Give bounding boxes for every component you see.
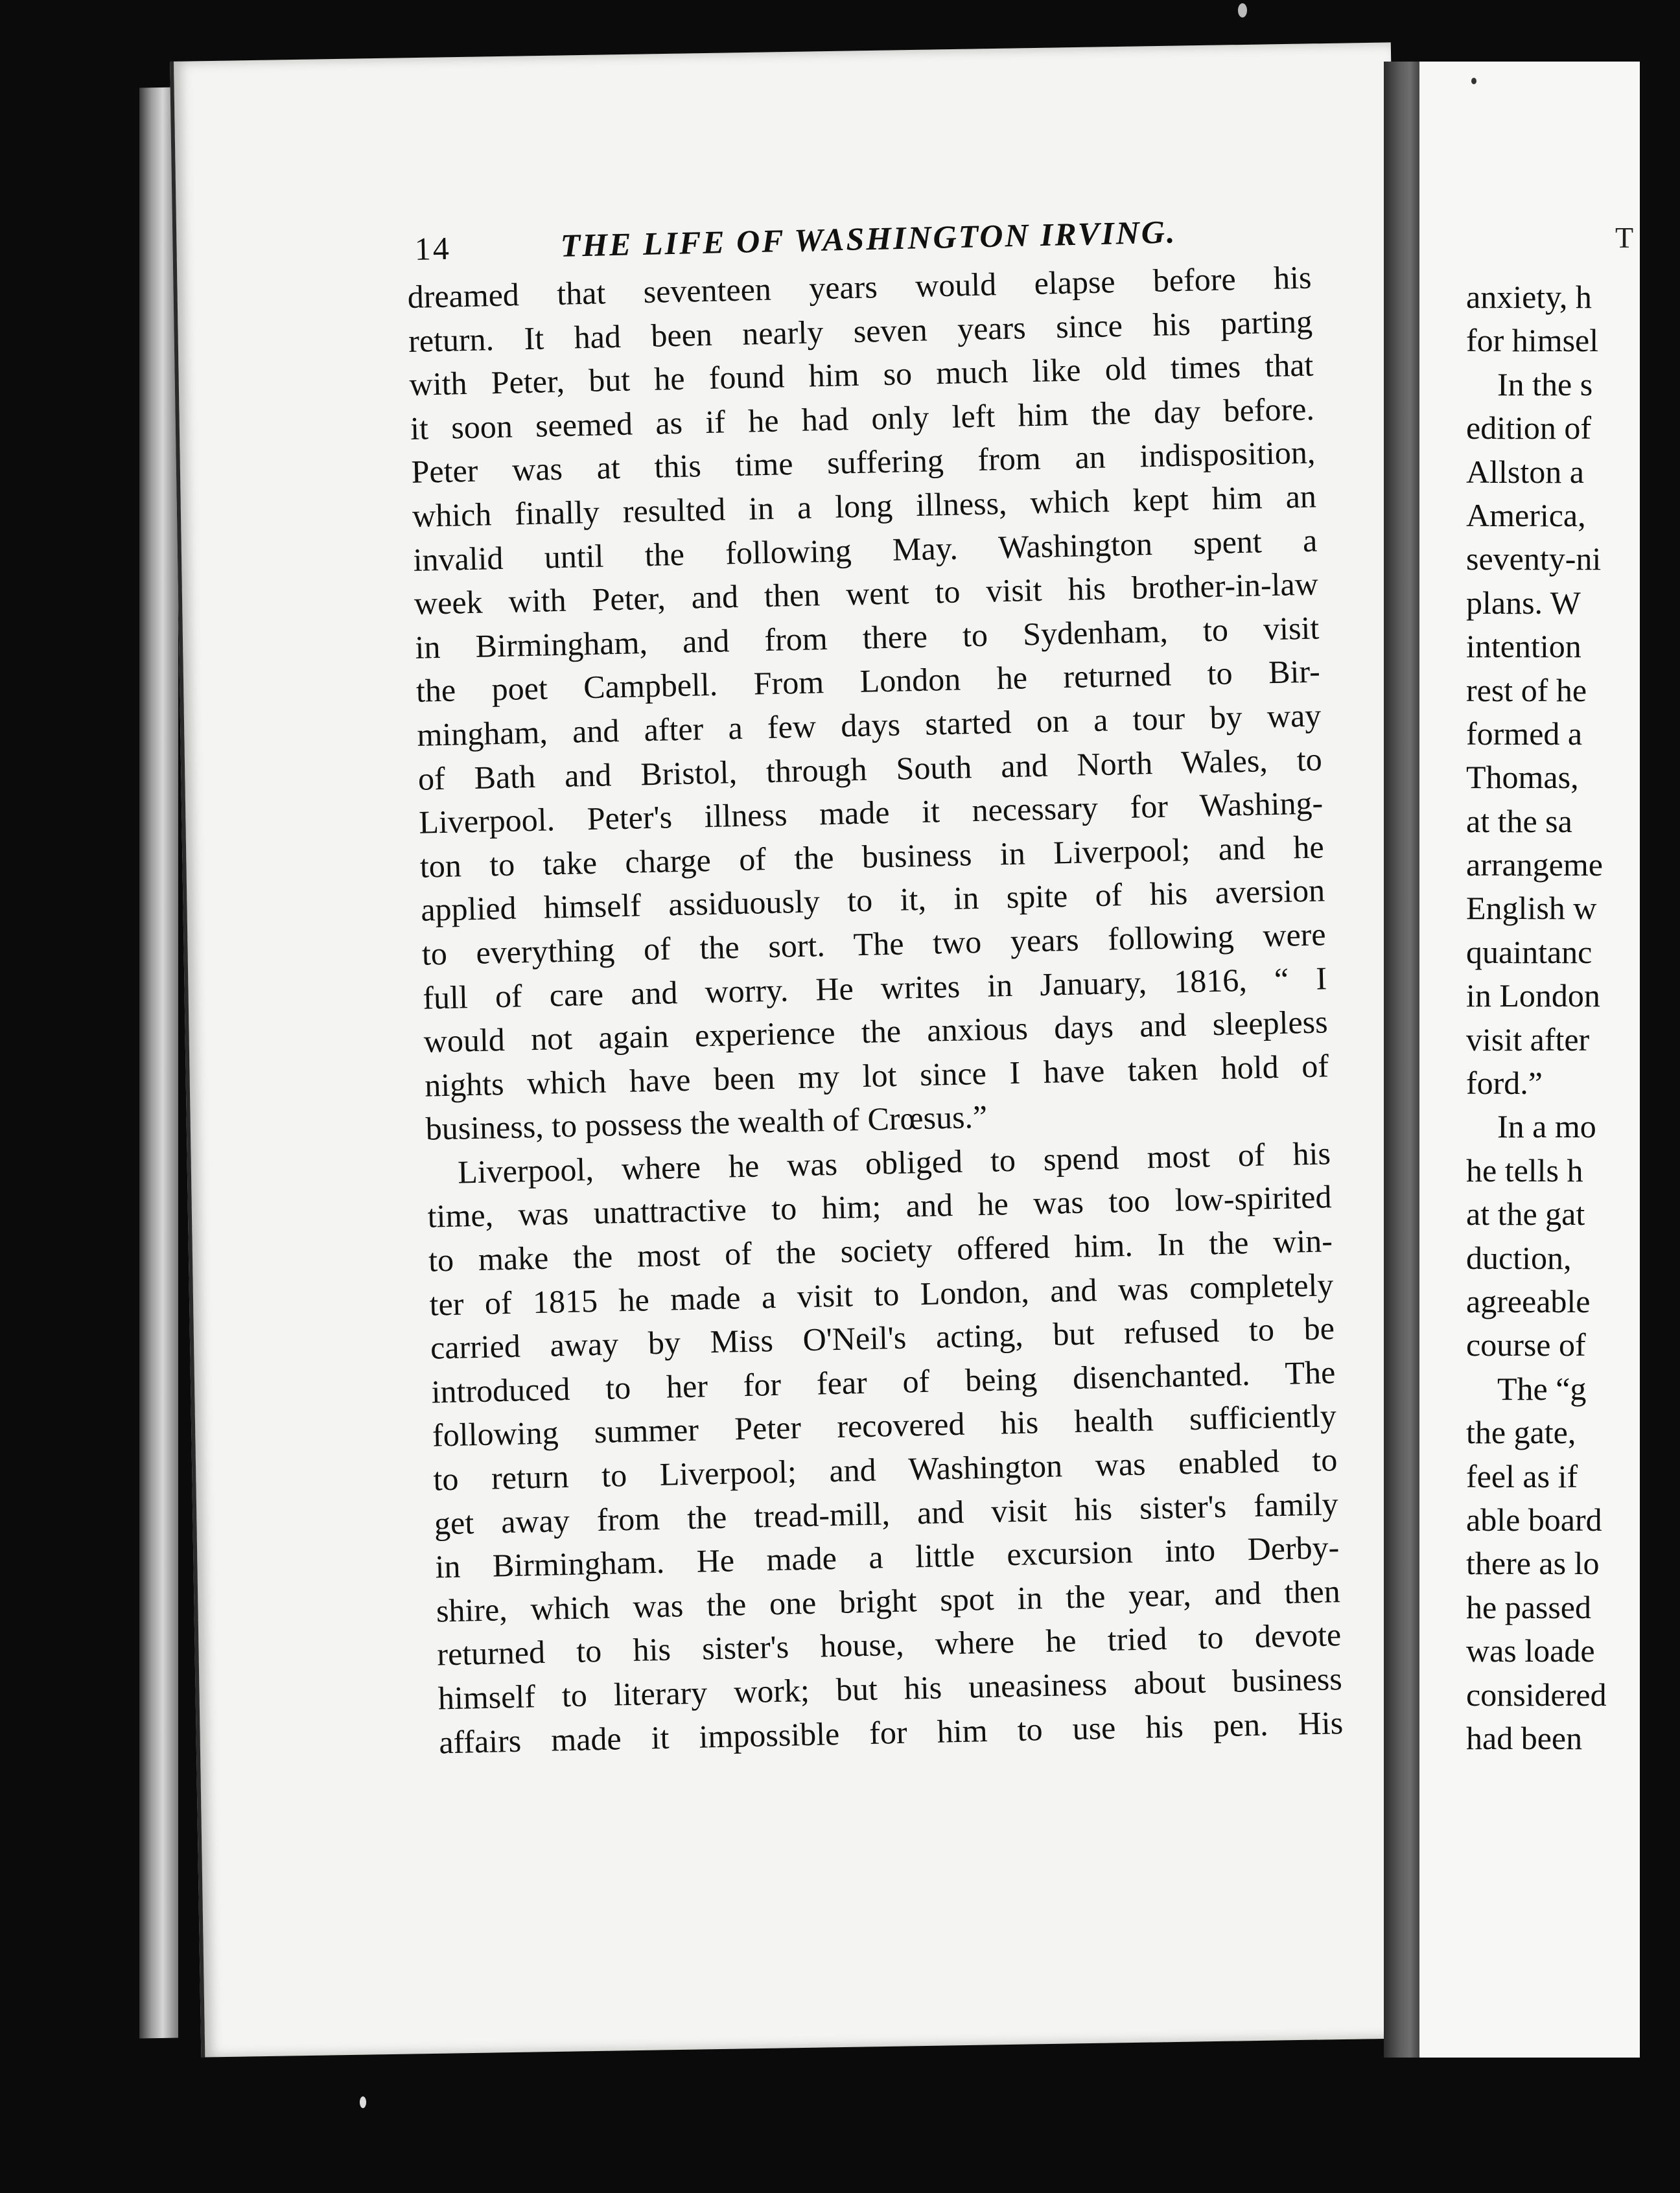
text-line: introduced to her for fear of being disenchanted. The (430, 1354, 1336, 1410)
text-line: time, was unattractive to him; and he was too low-spirited (427, 1178, 1332, 1235)
right-page-text-line: had been (1466, 1719, 1583, 1756)
text-line: returned to his sister's house, where he tried to devote (436, 1616, 1342, 1673)
right-page-text-line: English w (1466, 890, 1597, 927)
right-page-text-line: for himsel (1466, 322, 1599, 359)
right-page-text-line: anxiety, h (1466, 279, 1592, 315)
paper-speck (1238, 3, 1247, 17)
text-line: with Peter, but he found him so much like old times that (409, 346, 1314, 403)
right-page-text-line: quaintanc (1466, 933, 1592, 970)
running-title: THE LIFE OF WASHINGTON IRVING. (560, 213, 1177, 264)
right-page-text-line: agreeable (1466, 1282, 1591, 1319)
right-page-text-line: visit after (1466, 1021, 1590, 1058)
right-page-text-line: In the s (1497, 366, 1593, 402)
text-line: get away from the tread-mill, and visit his sister's family (434, 1485, 1339, 1542)
right-page-text-line: formed a (1466, 715, 1583, 752)
text-line: to return to Liverpool; and Washington was enabled to (432, 1441, 1338, 1498)
right-page-text-line: Thomas, (1466, 759, 1579, 796)
text-line: ter of 1815 he made a visit to London, and was completely (429, 1266, 1334, 1323)
text-line: Liverpool, where he was obliged to spend most of his (457, 1135, 1331, 1190)
text-line: to make the most of the society offered him. In the win- (428, 1222, 1333, 1279)
right-page-text-line: Allston a (1466, 453, 1584, 490)
right-page-text-line: America, (1466, 496, 1586, 533)
text-line: which finally resulted in a long illness, which kept him an (412, 478, 1317, 534)
text-line: week with Peter, and then went to visit his brother-in-law (414, 565, 1319, 622)
paper-speck (1471, 78, 1476, 84)
text-line: carried away by Miss O'Neil's acting, but refused to be (430, 1310, 1335, 1366)
right-page-text-line: duction, (1466, 1239, 1572, 1276)
right-page-text-line: at the sa (1466, 802, 1572, 839)
right-page-running-head: T (1615, 221, 1634, 254)
right-page-text-line: rest of he (1466, 671, 1587, 708)
text-line: affairs made it impossible for him to use his pen. His (438, 1704, 1344, 1761)
text-line: applied himself assiduously to it, in spite of his aversion (420, 872, 1325, 929)
text-line: the poet Campbell. From London he returned to Bir- (415, 653, 1321, 710)
text-line: in Birmingham, and from there to Sydenham, to visit (414, 609, 1320, 666)
right-page-text-line: ford.” (1466, 1065, 1543, 1102)
text-line: mingham, and after a few days started on a tour by way (416, 697, 1322, 753)
text-line: of Bath and Bristol, through South and North Wales, to (417, 740, 1323, 797)
right-page-text-line: intention (1466, 628, 1581, 665)
right-page-text-line: able board (1466, 1501, 1602, 1538)
text-line: nights which have been my lot since I have taken hold of (424, 1047, 1329, 1104)
text-line: return. It had been nearly seven years since his parting (408, 303, 1313, 359)
paper-speck (360, 2096, 366, 2108)
right-page-text-line: was loade (1466, 1632, 1595, 1669)
right-page-text-line: The “g (1497, 1370, 1587, 1407)
book-binding-edge (139, 87, 178, 2038)
right-page-text-line: there as lo (1466, 1545, 1600, 1582)
right-page-text-line: he tells h (1466, 1152, 1583, 1189)
text-line: ton to take charge of the business in Liverpool; and he (419, 828, 1325, 885)
body-text (407, 256, 1344, 1765)
text-line: business, to possess the wealth of Crœsus.” (425, 1098, 988, 1147)
right-page-text-line: in London (1466, 977, 1600, 1014)
text-line: to everything of the sort. The two years following were (421, 916, 1327, 972)
right-page-text-line: plans. W (1466, 584, 1581, 621)
text-line: full of care and worry. He writes in January, 1816, “ I (422, 959, 1327, 1016)
right-page-text-line: the gate, (1466, 1414, 1576, 1451)
text-line: Liverpool. Peter's illness made it necessary for Washing- (418, 784, 1324, 841)
right-page-text-line: course of (1466, 1327, 1586, 1363)
right-page-text-line: considered (1466, 1676, 1607, 1713)
right-page-text-line: seventy-ni (1466, 540, 1602, 577)
text-line: would not again experience the anxious days and sleepless (423, 1003, 1329, 1060)
right-page-text (1466, 275, 1680, 1760)
right-page-text-line: he passed (1466, 1588, 1591, 1625)
right-page-text-line: at the gat (1466, 1196, 1585, 1233)
text-line: dreamed that seventeen years would elapse before his (407, 259, 1312, 315)
page-number: 14 (414, 229, 452, 267)
text-line: it soon seemed as if he had only left him the day before. (410, 390, 1315, 447)
text-line: in Birmingham. He made a little excursion into Derby- (434, 1529, 1340, 1585)
right-page-text-line: arrangeme (1466, 846, 1603, 883)
right-page-text-line: edition of (1466, 410, 1592, 447)
text-line: Peter was at this time suffering from an indisposition, (411, 434, 1316, 491)
book-gutter (1384, 62, 1421, 2058)
text-line: himself to literary work; but his uneasiness about business (438, 1660, 1343, 1717)
text-line: following summer Peter recovered his health sufficiently (432, 1397, 1337, 1454)
text-line: invalid until the following May. Washington spent a (412, 522, 1318, 578)
text-line: shire, which was the one bright spot in the year, and then (436, 1572, 1341, 1629)
right-page-text-line: feel as if (1466, 1457, 1578, 1494)
right-page-text-line: In a mo (1497, 1108, 1596, 1145)
